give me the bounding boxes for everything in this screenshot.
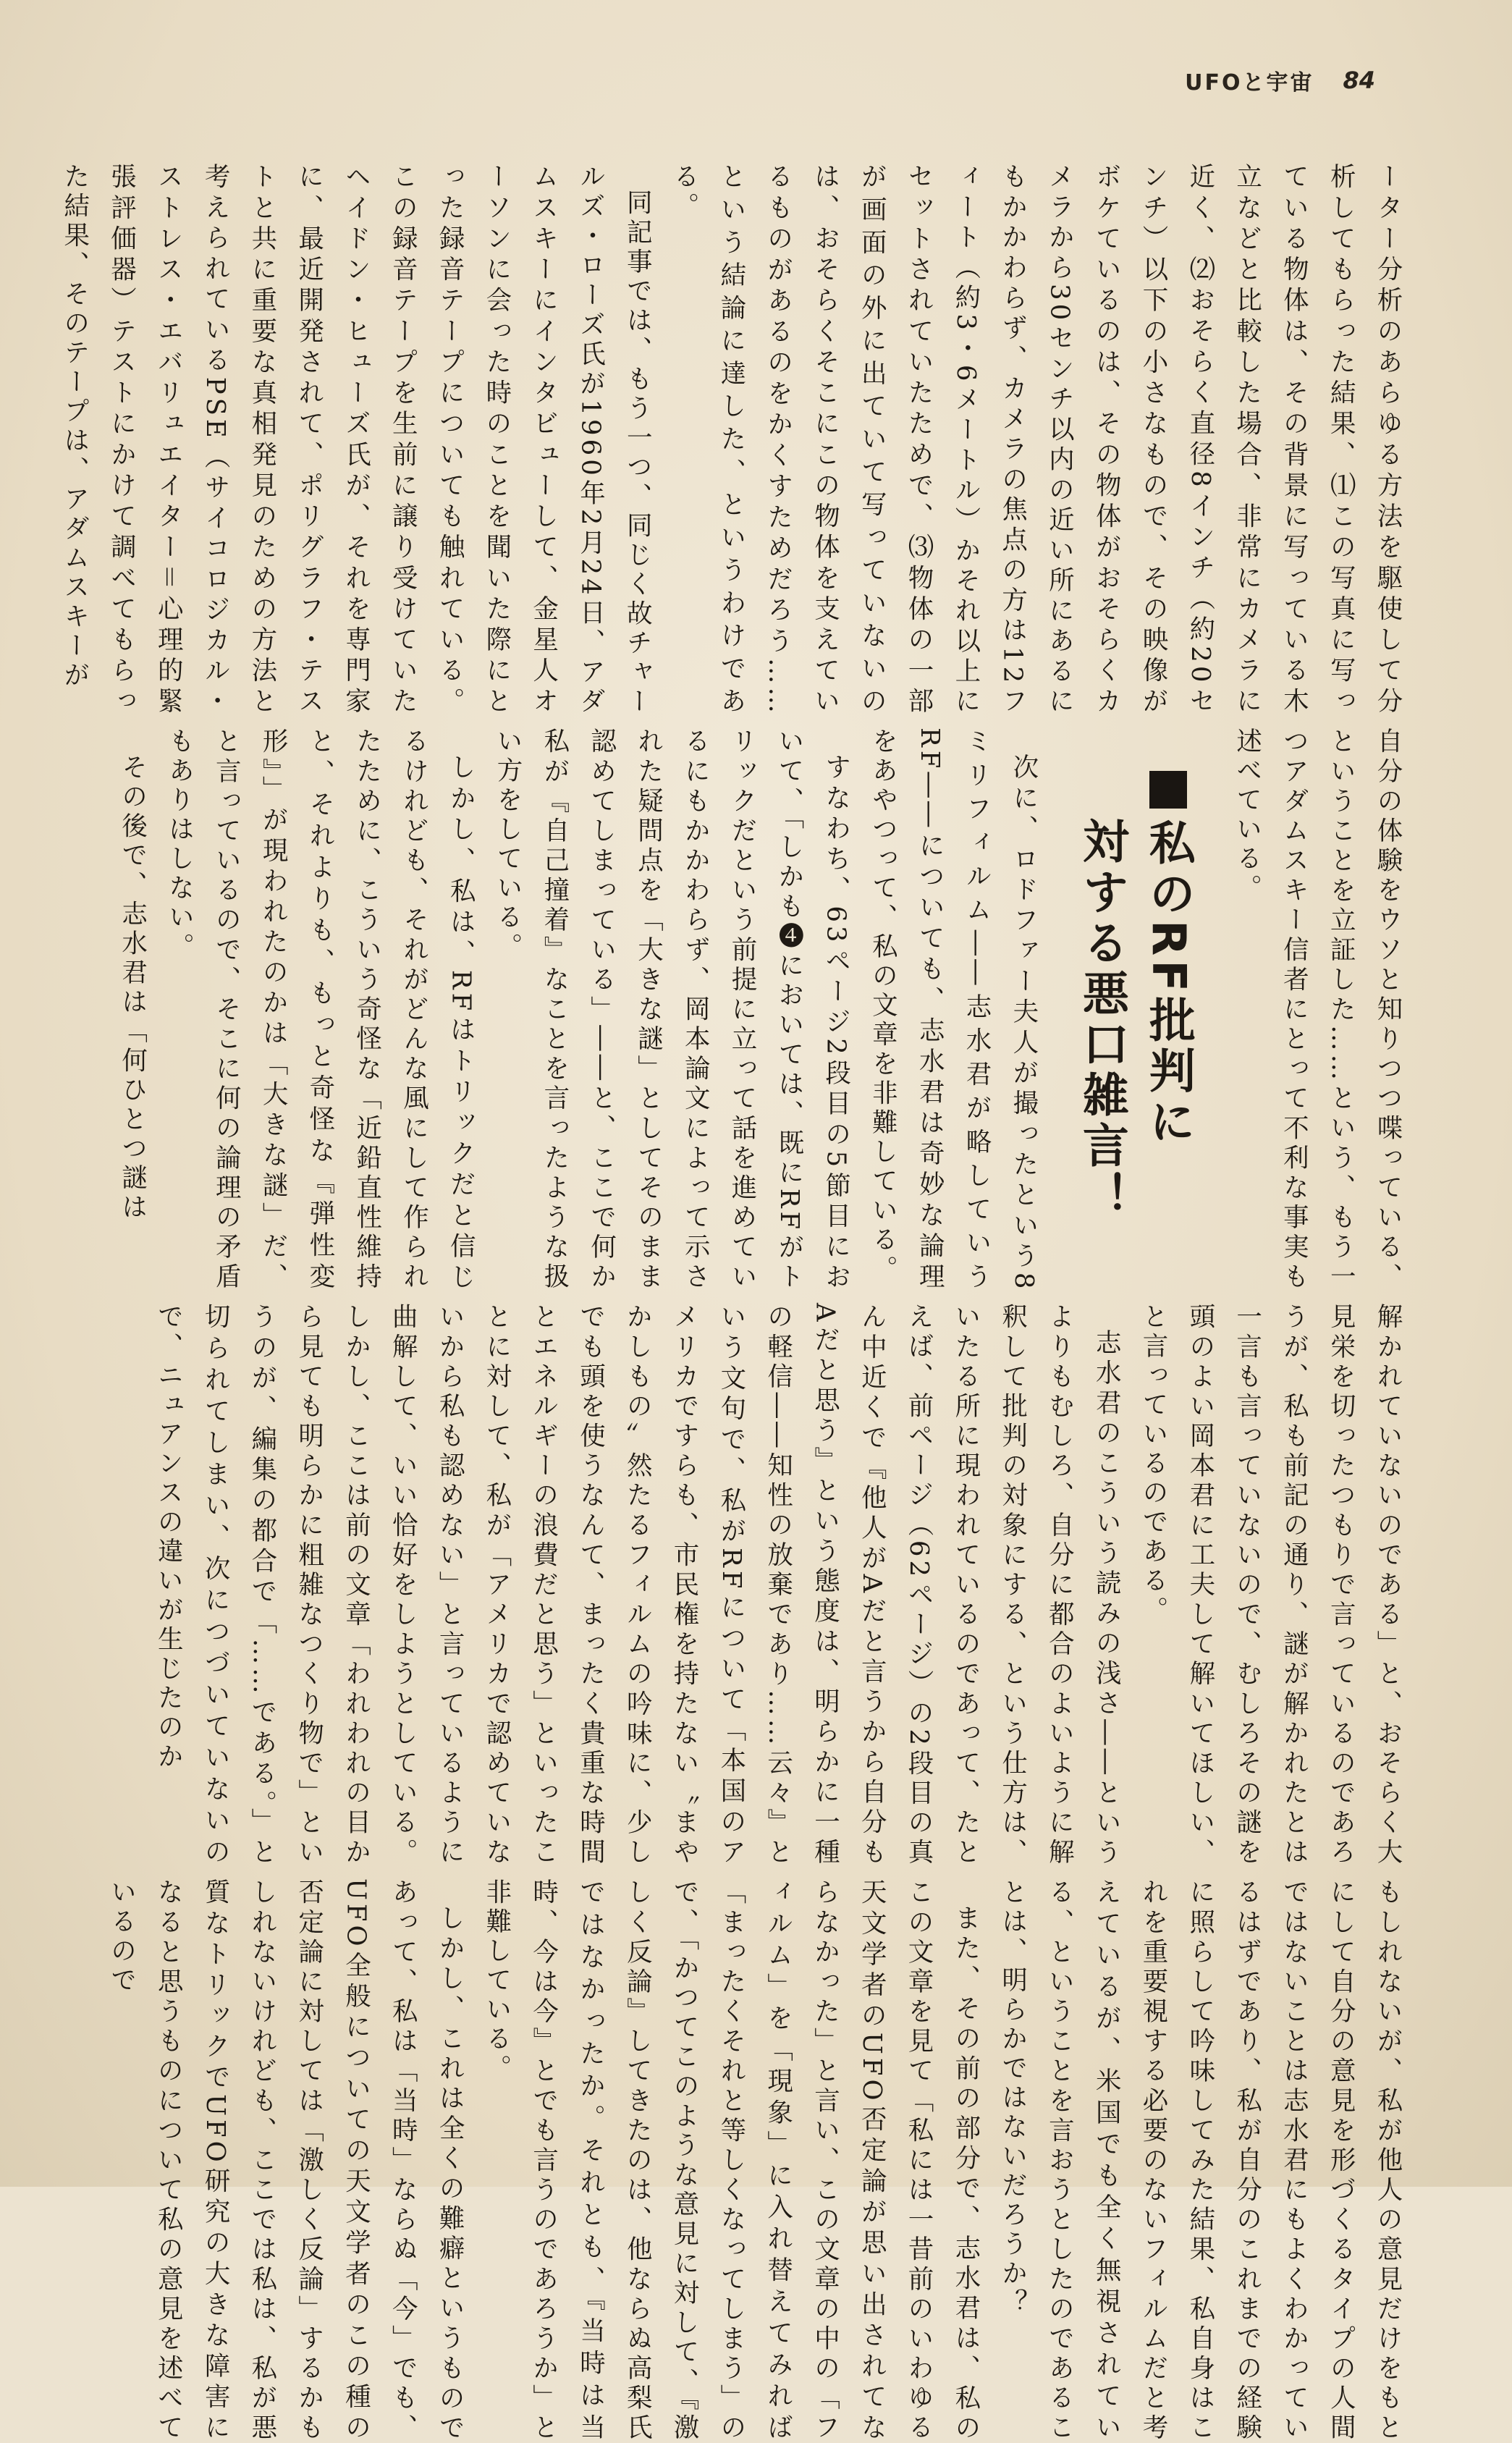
text-row-3 (97, 1303, 1411, 1868)
paragraph: 志水君のこういう読みの浅さ――というよりもむしろ、自分に都合のよいように解釈して批判の対象にする、という仕方は、いたる所に現われているのであって、たとえば、前ページ（62ページ）の2段目の真ん中近くで『他人がAだと言うから自分もAだと思う』という態度は、明らかに一種の軽信――知性の放棄であり……云々』という文句で、私がRFについて「本国のアメリカですらも、市民権を持たない〝まやかしもの〟然たるフィルムの吟味に、少しでも頭を使うなんて、まったく貴重な時間とエネルギーの浪費だと思う」といったことに対して、私が「アメリカで認めていないから私も認めない」と言っているように曲解して、いい恰好をしようとしている。しかし、ここは前の文章「われわれの目から見ても明らかに粗雑なつくり物で」というのが、編集の都合で「……である。」と切られてしまい、次につづいていないので、ニュアンスの違いが生じたのか (153, 1303, 1122, 1868)
square-bullet-icon (1149, 771, 1187, 809)
text-row-1 (59, 163, 1411, 717)
paragraph: しかし、これは全くの難癖というものであって、私は「当時」ならぬ「今」でも、UFO全般についての天文学者のこの種の否定論に対しては「激しく反論」するかもしれないけれども、ここでは私は、私が悪質なトリックでUFO研究の大きな障害になると思うものについて私の意見を述べているので (106, 1878, 465, 2443)
running-title: UFOと宇宙 (1185, 70, 1314, 96)
running-head (1158, 62, 1375, 98)
paragraph: また、その前の部分で、志水君は、私のこの文章を見て「私には一昔前のいわゆる天文学者のUFO否定論が思い出されてならなかった」と言い、この文章の中の「フィルム」を「現象」に入れ替えてみれば「まったくそれと等しくなってしまう」ので、「かつてこのような意見に対して、『激しく反論』してきたのは、他ならぬ高梨氏ではなかったか。それとも、『当時は当時、今は今』とでも言うのであろうか」と非難している。 (481, 1878, 981, 2443)
paragraph: すなわち、63ページ2段目の5節目において、「しかも❹においては、既にRFがトリックだという前提に立って話を進めているにもかかわらず、岡本論文によって示された疑問点を「大きな謎」としてそのまま認めてしまっている」――と、ここで何か私が『自己撞着』なことを言ったような扱い方をしている。 (493, 727, 851, 1292)
section-heading (1068, 727, 1201, 1292)
paragraph: 自分の体験をウソと知りつつ喋っている、ということを立証した……という、もう一つアダムスキー信者にとって不利な事実も述べている。 (1232, 727, 1403, 1292)
paragraph: ーター分析のあらゆる方法を駆使して分析してもらった結果、⑴この写真に写っている物体は、その背景に写っている木立などと比較した場合、非常にカメラに近く、⑵おそらく直径8インチ（約20センチ）以下の小さなもので、その映像がボケているのは、その物体がおそらくカメラから30センチ以内の近い所にあるにもかかわらず、カメラの焦点の方は12フィート（約3・6メートル）かそれ以上にセットされていたためで、⑶物体の一部が画面の外に出ていて写っていないのは、おそらくそこにこの物体を支えているものがあるのをかくすためだろう……という結論に達した、というわけである。 (670, 163, 1403, 717)
paragraph: もしれないが、私が他人の意見だけをもとにして自分の意見を形づくるタイプの人間ではないことは志水君にもよくわかっているはずであり、私が自分のこれまでの経験に照らして吟味してみた結果、私自身はこれを重要視する必要のないフィルムだと考えているが、米国でも全く無視されている、ということを言おうとしたのであることは、明らかではないだろうか？ (997, 1878, 1403, 2443)
text-row-4 (97, 1878, 1411, 2443)
paragraph: 次に、ロドファー夫人が撮ったという8ミリフィルム――志水君が略していうRF――についても、志水君は奇妙な論理をあやつって、私の文章を非難している。 (868, 727, 1039, 1292)
paragraph: しかし、私は、RFはトリックだと信じるけれども、それがどんな風にして作られたために、こういう奇怪な「近鉛直性維持と、それよりも、もっと奇怪な『弾性変形』」が現われたのかは「大きな謎」だ、と言っているので、そこに何の論理の矛盾もありはしない。 (164, 727, 476, 1292)
paragraph: その後で、志水君は「何ひとつ謎は (117, 753, 148, 1223)
paragraph: 解かれていないのである」と、おそらく大見栄を切ったつもりで言っているのであろうが、私も前記の通り、謎が解かれたとは一言も言っていないので、むしろその謎を頭のよい岡本君に工夫して解いてほしい、と言っているのである。 (1139, 1303, 1403, 1868)
paragraph: 同記事では、もう一つ、同じく故チャールズ・ローズ氏が1960年2月24日、アダムスキーにインタビューして、金星人オーソンに会った時のことを聞いた際にとった録音テープについても触れている。この録音テープを生前に譲り受けていたヘイドン・ヒューズ氏が、それを専門家に、最近開発されて、ポリグラフ・テストと共に重要な真相発見のための方法と考えられているPSE（サイコロジカル・ストレス・エバリュエイター＝心理的緊張評価器）テストにかけて調べてもらった結果、そのテープは、アダムスキーが (59, 163, 653, 717)
text-row-2 (97, 727, 1411, 1292)
section-heading-line-2: 対する悪口雑言！ (1074, 817, 1128, 1223)
page-number: 84 (1343, 67, 1375, 94)
section-heading-line-1: 私のRF批判に (1135, 771, 1201, 1292)
